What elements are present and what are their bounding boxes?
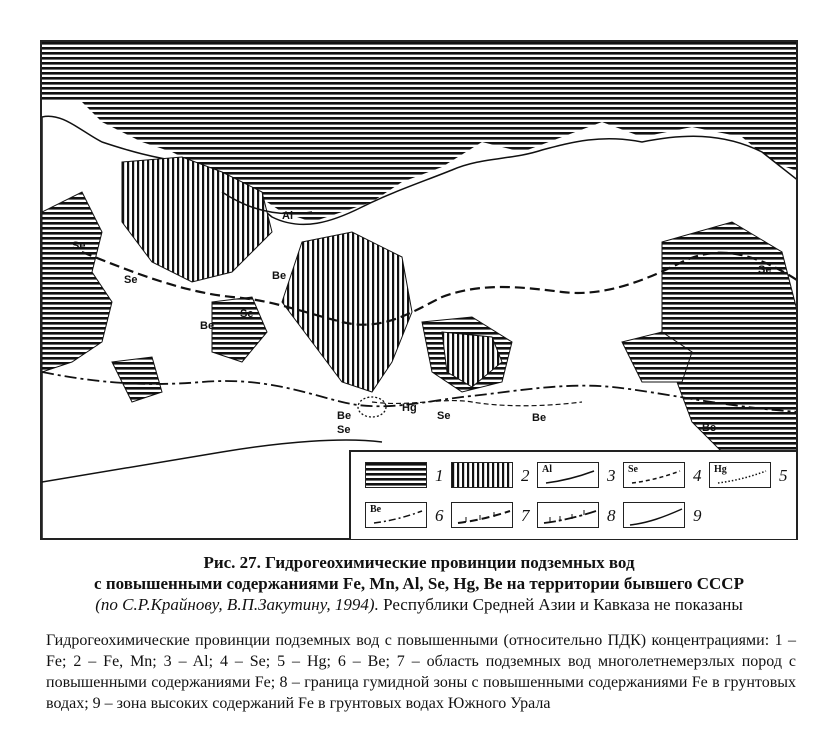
label-be-ural: Be (200, 320, 215, 332)
legend-num-1: 1 (435, 466, 444, 485)
legend-swatch-2 (451, 462, 513, 488)
legend-swatch-6 (365, 502, 427, 528)
legend-num-8: 8 (607, 506, 616, 525)
legend-swatch-9 (623, 502, 685, 528)
caption-line2: с повышенными содержаниями Fe, Mn, Al, Se, Hg, Be на территории бывшего СССР (94, 574, 744, 593)
caption-line3 (40, 594, 798, 615)
figure-caption (40, 552, 798, 615)
label-se-baikal: Se (437, 410, 451, 422)
legend (349, 450, 796, 539)
legend-num-2: 2 (521, 466, 530, 485)
label-be-center: Be (272, 270, 287, 282)
legend-code-4: Se (628, 464, 638, 475)
label-be-south: Be (337, 410, 352, 422)
legend-swatch-3 (537, 462, 599, 488)
legend-num-5: 5 (779, 466, 788, 485)
caption-authors: (по С.Р.Крайнову, В.П.Закутину, 1994). (95, 595, 379, 614)
label-se-west2: Se (124, 274, 138, 286)
legend-code-5: Hg (714, 464, 727, 475)
legend-swatch-1 (365, 462, 427, 488)
label-se-south: Se (337, 424, 351, 436)
legend-swatch-7 (451, 502, 513, 528)
legend-swatch-8 (537, 502, 599, 528)
label-be-baikal: Be (532, 412, 547, 424)
caption-note: Республики Средней Азии и Кавказа не показаны (378, 595, 743, 614)
figure-description: Гидрогеохимические провинции подземных вод с повышенными (относительно ПДК) концентрациями: 1 – Fe; 2 – Fe, Mn; 3 – Al; 4 – Se; 5 – Hg; 6 – Be; 7 – область подземных вод многолетнемерзлых пород с повышенными содержаниями Fe; 8 – граница гумидной зоны с повышенными содержаниями Fe в грунтовых водах; 9 – зона высоких содержаний Fe в грунтовых водах Южного Урала (46, 632, 796, 712)
legend-num-7: 7 (521, 506, 530, 525)
legend-num-4: 4 (693, 466, 702, 485)
legend-code-6: Be (370, 504, 382, 515)
legend-num-3: 3 (607, 466, 616, 485)
label-hg-south: Hg (402, 402, 417, 414)
legend-swatch-5 (709, 462, 771, 488)
label-al: Al (282, 210, 293, 222)
caption-line1 (40, 552, 798, 573)
label-se-ural: Se (240, 308, 254, 320)
legend-num-9: 9 (693, 506, 702, 525)
legend-num-6: 6 (435, 506, 444, 525)
caption-line1-text: Рис. 27. Гидрогеохимические провинции подземных вод (203, 553, 635, 572)
label-se-east: Se (758, 264, 772, 276)
legend-code-3: Al (542, 464, 552, 475)
legend-swatch-4 (623, 462, 685, 488)
label-se-west: Se (72, 240, 86, 252)
label-be-east: Be (702, 422, 717, 434)
